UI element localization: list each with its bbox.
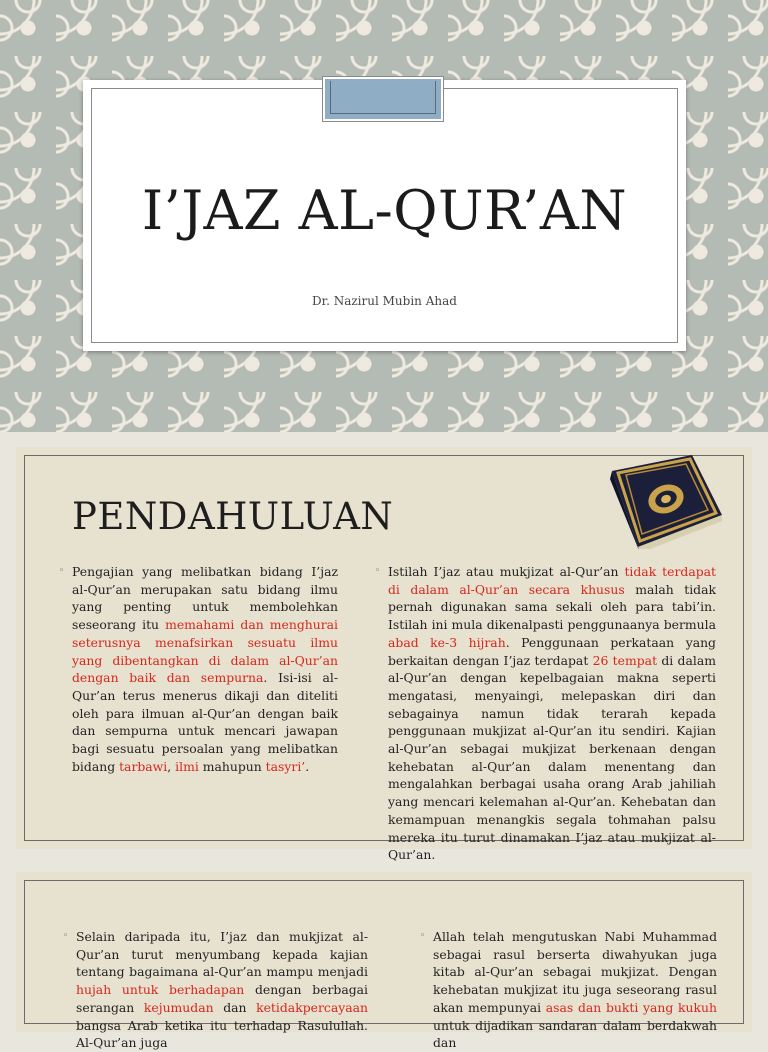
continuation-slide [16, 872, 752, 1051]
ring-bullet-icon: ◦ [59, 566, 65, 576]
intro-left-column: ◦ Pengajian yang melibatkan bidang I’jaz al-Qur’an merupakan satu bidang ilmu yang penting untuk membolehkan seseorang itu memahami dan menghurai seterusnya menafsirkan sesuatu ilmu yang dibentangkan di dalam al-Qur’an dengan baik dan sempurna. Isi-isi al-Qur’an terus menerus dikaji dan diteliti oleh para ilmuan al-Qur’an dengan baik dan sempurna untuk mencari jawapan bagi sesuatu persoalan yang melibatkan bidang tarbawi, ilmi mahupun tasyri’. [59, 564, 339, 774]
author-name: Dr. Nazirul Mubin Ahad [312, 294, 457, 308]
title-card [83, 80, 686, 351]
continuation-right-column: ◦ Allah telah mengutuskan Nabi Muhammad sebagai rasul berserta diwahyukan juga kitab al-Qur’an sebagai mukjizat. Dengan kehebatan mukjizat itu juga seseorang rasul akan mempunyai asas dan bukti yang kukuh untuk dijadikan sandaran dalam berdakwah dan [420, 929, 717, 1051]
section-title: PENDAHULUAN [72, 495, 394, 538]
intro-right-column: ◦ Istilah I’jaz atau mukjizat al-Qur’an tidak terdapat di dalam al-Qur’an secara khusus malah tidak pernah digunakan sama sekali oleh para tabi’in. Istilah ini mula dikenalpasti penggunaanya bermula abad ke-3 hijrah. Penggunaan perkataan yang berkaitan dengan I’jaz terdapat 26 tempat di dalam al-Qur’an dengan kepelbagaian makna seperti mengatasi, menyaingi, melepaskan diri dan sebagainya namun tidak terarah kepada penggunaan mukjizat al-Qur’an itu sendiri. Kajian al-Qur’an sebagai mukjizat berkenaan dengan kehebatan al-Qur’an dalam menentang dan mengalahkan berbagai usaha orang Arab jahiliah yang mencari kelemahan al-Qur’an. Kehebatan dan kemampuan menangkis segala tohmahan palsu mereka itu turut dinamakan I’jaz atau mukjizat al-Qur’an. [375, 564, 717, 863]
quran-book-icon [594, 449, 734, 549]
title-accent-tab [323, 77, 443, 121]
ring-bullet-icon: ◦ [420, 931, 426, 941]
introduction-slide [16, 447, 752, 863]
ring-bullet-icon: ◦ [63, 931, 69, 941]
ring-bullet-icon: ◦ [375, 566, 381, 576]
presentation-title: I’JAZ AL-QUR’AN [141, 179, 628, 242]
continuation-left-column: ◦ Selain daripada itu, I’jaz dan mukjizat al-Qur’an turut menyumbang kepada kajian tentang bagaimana al-Qur’an mampu menjadi hujah untuk berhadapan dengan berbagai serangan kejumudan dan ketidakpercayaan bangsa Arab ketika itu terhadap Rasulullah. Al-Qur’an juga [63, 929, 368, 1051]
title-slide [0, 0, 768, 432]
